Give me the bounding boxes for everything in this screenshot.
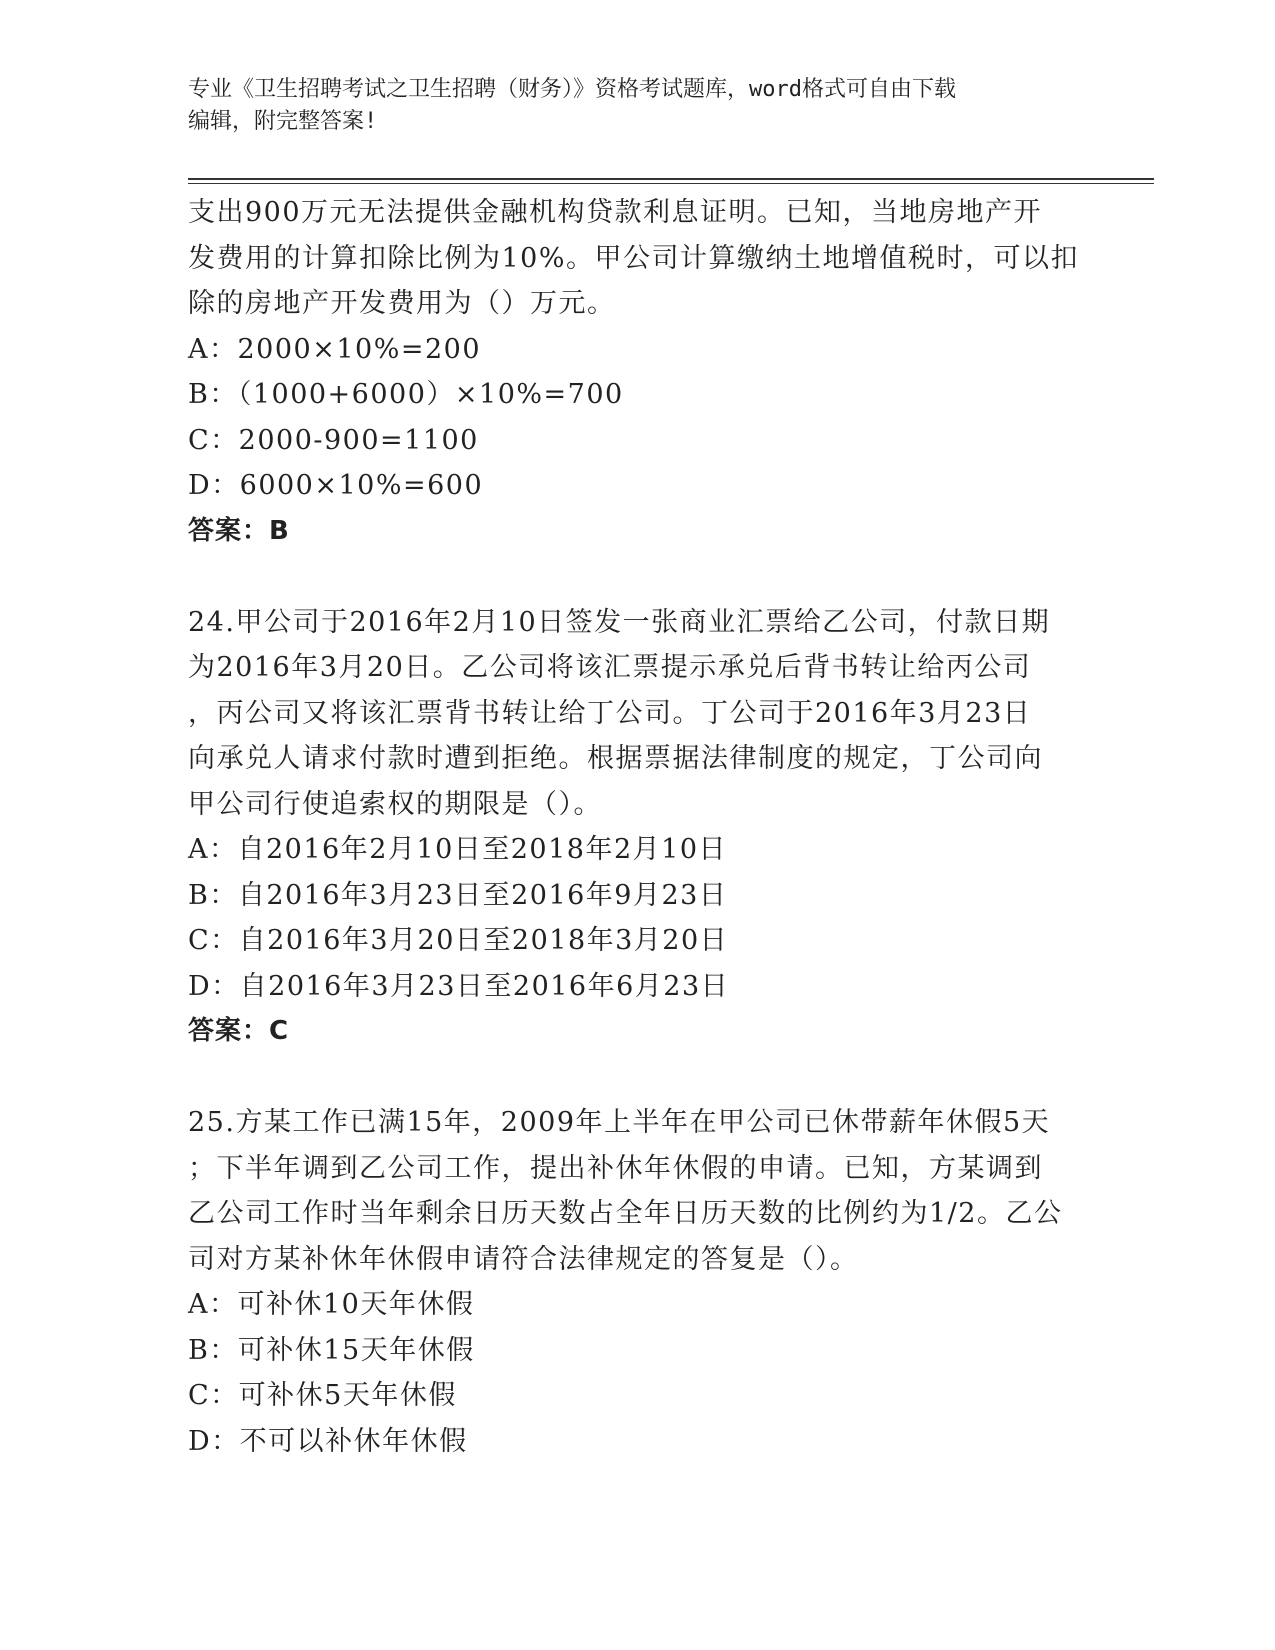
header-line-1: 专业《卫生招聘考试之卫生招聘（财务）》资格考试题库，word格式可自由下载	[188, 77, 956, 102]
option-a: A：可补休10天年休假	[188, 1289, 475, 1320]
option-a: A：自2016年2月10日至2018年2月10日	[188, 834, 727, 865]
option-c: C：可补休5天年休假	[188, 1380, 457, 1411]
option-c: C：自2016年3月20日至2018年3月20日	[188, 925, 729, 956]
option-a: A：2000×10%=200	[188, 333, 482, 365]
question-text-line: 甲公司行使追索权的期限是（）。	[188, 788, 602, 820]
question-text-line: 司对方某补休年休假申请符合法律规定的答复是（）。	[188, 1243, 859, 1275]
option-b: B：可补休15天年休假	[188, 1334, 475, 1366]
option-d: D：6000×10%=600	[188, 470, 484, 501]
question-25	[188, 1100, 1088, 1464]
option-c: C：2000-900=1100	[188, 424, 479, 456]
spacer	[188, 554, 1088, 600]
option-d: D：自2016年3月23日至2016年6月23日	[188, 970, 730, 1002]
question-text-line: 为2016年3月20日。乙公司将该汇票提示承兑后背书转让给丙公司	[188, 652, 1032, 683]
option-b: B：（1000+6000）×10%=700	[188, 379, 624, 410]
page-header	[188, 74, 1088, 138]
question-text-line: 24.甲公司于2016年2月10日签发一张商业汇票给乙公司，付款日期	[188, 606, 1051, 638]
option-d: D：不可以补休年休假	[188, 1425, 468, 1457]
answer-label: 答案：B	[188, 515, 290, 546]
document-body	[188, 190, 1088, 1464]
question-text-line: 向承兑人请求付款时遭到拒绝。根据票据法律制度的规定，丁公司向	[188, 743, 1043, 774]
header-divider-thin	[188, 183, 1154, 184]
question-text-line: 除的房地产开发费用为（）万元。	[188, 288, 616, 319]
header-divider-thick	[188, 178, 1154, 180]
spacer	[188, 1055, 1088, 1101]
question-24	[188, 600, 1088, 1055]
question-23	[188, 190, 1088, 554]
question-text-line: 支出900万元无法提供金融机构贷款利息证明。已知，当地房地产开	[188, 197, 1043, 228]
question-text-line: ，丙公司又将该汇票背书转让给丁公司。丁公司于2016年3月23日	[188, 697, 1032, 729]
option-b: B：自2016年3月23日至2016年9月23日	[188, 879, 728, 911]
question-text-line: ；下半年调到乙公司工作，提出补休年休假的申请。已知，方某调到	[188, 1152, 1043, 1184]
question-text-line: 25.方某工作已满15年，2009年上半年在甲公司已休带薪年休假5天	[188, 1107, 1051, 1138]
question-text-line: 发费用的计算扣除比例为10%。甲公司计算缴纳土地增值税时，可以扣	[188, 242, 1080, 274]
answer-label: 答案：C	[188, 1016, 290, 1046]
header-line-2: 编辑，附完整答案!	[188, 109, 378, 134]
question-text-line: 乙公司工作时当年剩余日历天数占全年日历天数的比例约为1/2。乙公	[188, 1198, 1063, 1229]
